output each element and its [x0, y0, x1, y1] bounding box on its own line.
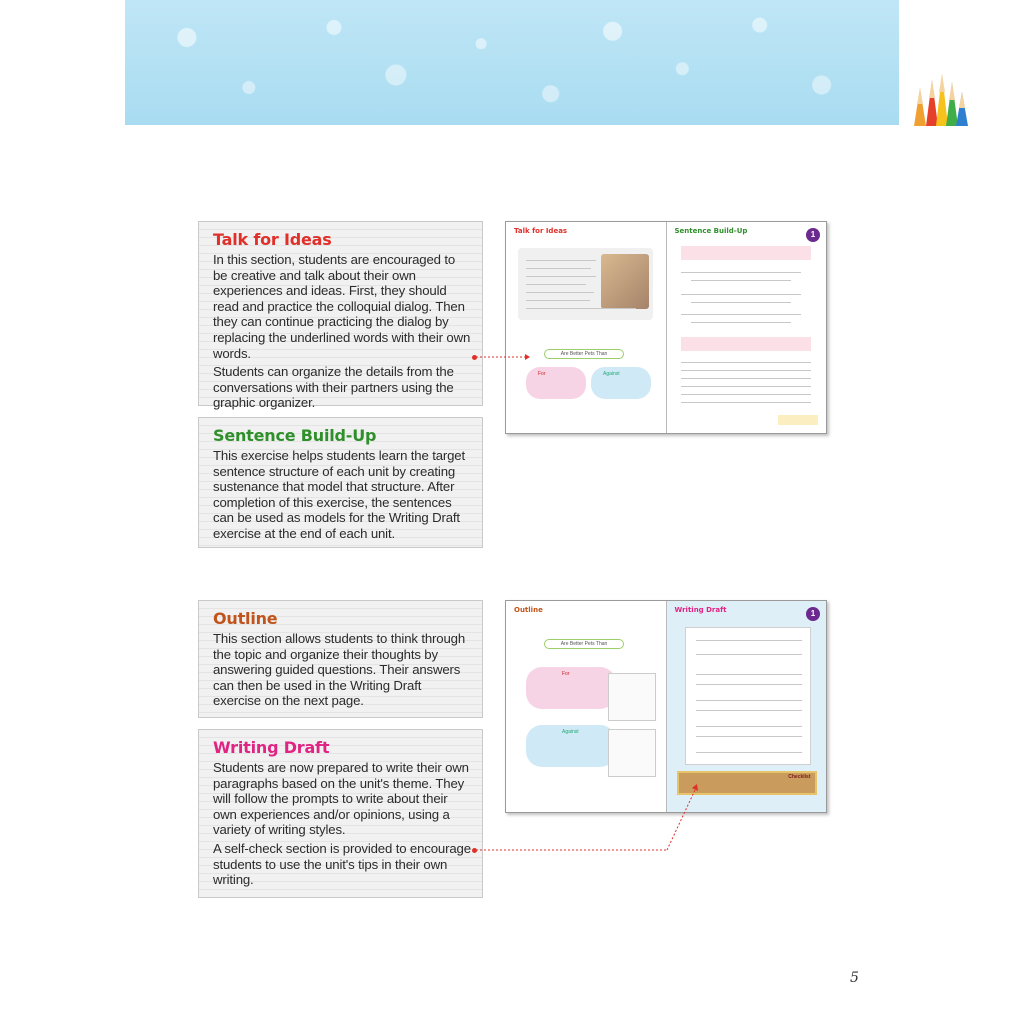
outline-text: This section allows students to think through the topic and organize their thoughts by answering guided questions. Their answers can then be used in the Writing Draft exercise on the next page. — [213, 631, 466, 709]
for-label: For — [538, 371, 546, 377]
outline-page — [506, 601, 667, 812]
pet-photo — [601, 254, 649, 309]
thumb-sentence-title: Sentence Build-Up — [674, 227, 748, 235]
checklist-label: Checklist — [788, 774, 811, 780]
talk-for-ideas-page — [506, 222, 667, 433]
writing-draft-page — [667, 601, 827, 812]
sentence-build-up-box — [198, 417, 483, 548]
talk-for-ideas-heading: Talk for Ideas — [213, 230, 332, 249]
writing-draft-box — [198, 729, 483, 898]
outline-box — [198, 600, 483, 718]
thumb-talk-title: Talk for Ideas — [514, 227, 568, 235]
header-banner — [125, 0, 899, 125]
writing-draft-text: Students are now prepared to write their own paragraphs based on the unit's theme. They will follow the prompts to write about their own experiences and/or opinions, using a variety of writing styles. — [213, 760, 469, 838]
unit-badge: 1 — [806, 228, 820, 242]
unit-badge-2: 1 — [806, 607, 820, 621]
against-label: Against — [603, 371, 620, 377]
sentence-build-up-heading: Sentence Build-Up — [213, 426, 377, 445]
for-cloud — [526, 367, 586, 399]
writing-draft-text-2: A self-check section is provided to encourage students to use the unit's tips in their own writing. — [213, 840, 471, 888]
outline-notes-2 — [608, 729, 656, 777]
talk-sentence-spread — [505, 221, 827, 434]
page-number: 5 — [850, 970, 859, 986]
practice-note — [778, 415, 818, 425]
outline-for-label: For — [562, 671, 570, 677]
writing-draft-heading: Writing Draft — [213, 738, 330, 757]
outline-against-label: Against — [562, 729, 579, 735]
against-cloud — [591, 367, 651, 399]
organizer-title: Are Better Pets Than — [544, 349, 624, 359]
talk-for-ideas-box — [198, 221, 483, 411]
outline-draft-spread — [505, 600, 827, 813]
pencils-icon — [906, 70, 970, 126]
sentence-build-up-page — [667, 222, 827, 433]
talk-for-ideas-text-2: Students can organize the details from the conversations with their partners using the graphic organizer. — [213, 364, 454, 411]
connector-dot-1 — [472, 355, 477, 360]
thumb-draft-title: Writing Draft — [674, 606, 727, 614]
thumb-outline-title: Outline — [514, 606, 543, 614]
outline-against-cloud — [526, 725, 616, 767]
tip-box — [681, 246, 811, 260]
talk-for-ideas-text: In this section, students are encouraged to be creative and talk about their own experiences and ideas. First, they should read and practice the colloquial dialog. Then they can continue practicing the dialog by replacing the underlined words with their own words. — [213, 252, 471, 361]
tip-box-2 — [681, 337, 811, 351]
connector-dot-2 — [472, 848, 477, 853]
outline-notes-1 — [608, 673, 656, 721]
draft-sheet — [685, 627, 811, 765]
sentence-build-up-text: This exercise helps students learn the target sentence structure of each unit by creating sustenance that model that structure. After completion of this exercise, the sentences can be used as models for the Writing Draft exercise at the end of each unit. — [213, 448, 466, 541]
outline-for-cloud — [526, 667, 616, 709]
outline-organizer-title: Are Better Pets Than — [544, 639, 624, 649]
outline-heading: Outline — [213, 609, 278, 628]
checklist-board — [677, 771, 817, 795]
